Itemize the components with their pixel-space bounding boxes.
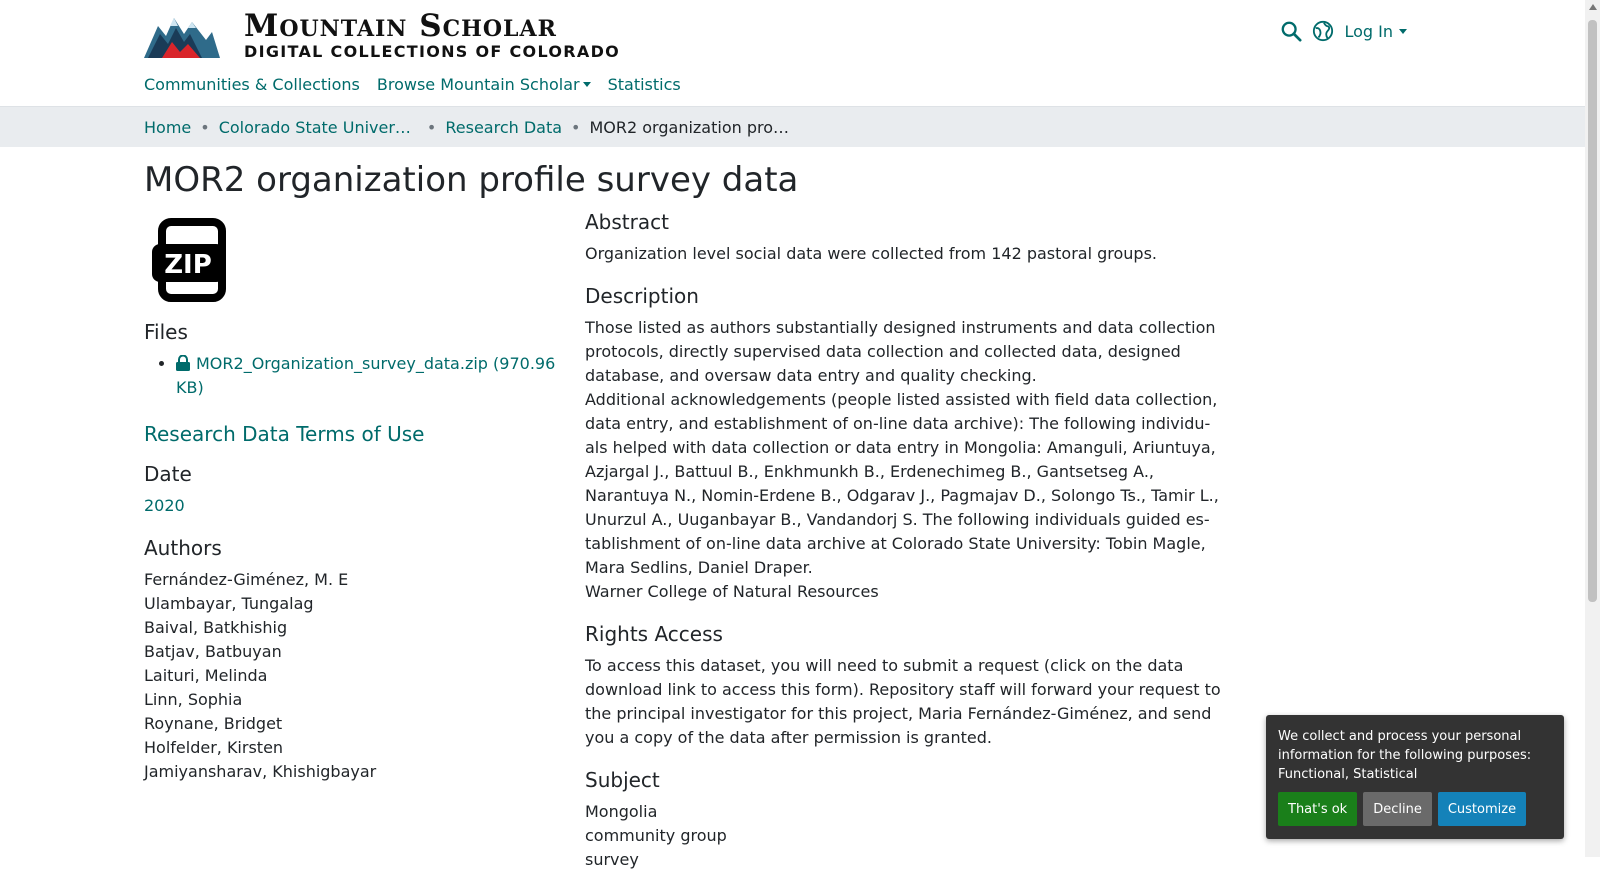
lock-icon — [176, 355, 190, 371]
breadcrumb-community[interactable]: Colorado State Univer… — [218, 118, 411, 137]
subject-item: survey — [585, 850, 639, 869]
abstract-heading: Abstract — [585, 210, 669, 234]
authors-section — [144, 536, 564, 784]
login-dropdown[interactable] — [1344, 22, 1407, 41]
scroll-up-arrow-icon[interactable] — [1589, 4, 1597, 10]
globe-icon[interactable] — [1312, 20, 1334, 42]
zip-file-icon — [152, 218, 232, 302]
breadcrumb-separator: • — [200, 118, 210, 137]
subject-section — [585, 768, 1225, 872]
date-section — [144, 462, 564, 518]
abstract-text: Organization level social data were collected from 142 pastoral groups. — [585, 244, 1158, 263]
nav-statistics[interactable]: Statistics — [607, 75, 681, 94]
date-value-link[interactable]: 2020 — [144, 496, 185, 515]
description-text: Additional acknowledgements (people listed assisted with field data collection, data entry, and establishment of on-line data archive): The following individu-als helped with data collection or data entry in Mongolia: Amanguli, Ariuntuya, Azjargal J., Battuul B., Enkhmunkh B., Erdenechimeg B., Gantsetseg A., Narantuya N., Nomin-Erdene B., Odgarav J., Pagmajav D., Solongo Ts., Tamir L., Unurzul A., Uuganbayar B., Vandandorj S. The following individuals guided es-tablishment of on-line data archive at Colorado State University: Tobin Magle, Mara Sedlins, Daniel Draper. — [585, 390, 1219, 577]
page-title: MOR2 organization profile survey data — [144, 160, 799, 200]
rights-heading: Rights Access — [585, 622, 723, 646]
file-link-text: MOR2_Organization_survey_data.zip (970.96 KB) — [176, 354, 556, 397]
nav-browse-label: Browse Mountain Scholar — [376, 75, 580, 94]
site-header — [0, 0, 1585, 106]
description-heading: Description — [585, 284, 699, 308]
description-section — [585, 284, 1225, 604]
nav-communities-collections[interactable]: Communities & Collections — [144, 75, 360, 94]
file-item — [176, 352, 564, 400]
author-item: Jamiyansharav, Khishigbayar — [144, 762, 377, 781]
author-item: Fernández-Giménez, M. E — [144, 570, 349, 589]
files-list — [144, 352, 564, 400]
description-text: Those listed as authors substantially designed instruments and data collection protocols, directly supervised data collection and collected data, designed database, and oversaw data entry and quality checking. — [585, 318, 1216, 385]
item-sidebar — [144, 218, 564, 802]
subject-item: community group — [585, 826, 727, 845]
files-section — [144, 320, 564, 400]
rights-section — [585, 622, 1225, 750]
authors-heading: Authors — [144, 536, 222, 560]
item-metadata — [585, 210, 1225, 890]
cookie-decline-button[interactable]: Decline — [1363, 792, 1432, 826]
description-text: Warner College of Natural Resources — [585, 582, 879, 601]
date-heading: Date — [144, 462, 192, 486]
cookie-consent-banner — [1266, 715, 1564, 839]
author-item: Laituri, Melinda — [144, 666, 268, 685]
rights-text: To access this dataset, you will need to submit a request (click on the data download link to access this form). Repository staff will forward your request to the principal investigator for this project, Maria Fernández-Giménez, and send you a copy of the data after permission is granted. — [585, 656, 1221, 747]
cookie-accept-button[interactable]: That's ok — [1278, 792, 1357, 826]
chevron-down-icon — [1399, 29, 1407, 34]
logo-title: Mountain Scholar — [244, 8, 557, 44]
login-label: Log In — [1344, 21, 1393, 41]
author-item: Baival, Batkhishig — [144, 618, 288, 637]
nav-browse-dropdown[interactable] — [377, 75, 591, 94]
site-logo-link[interactable] — [144, 6, 621, 62]
page-scrollbar[interactable] — [1585, 0, 1600, 857]
author-item: Holfelder, Kirsten — [144, 738, 284, 757]
subject-heading: Subject — [585, 768, 660, 792]
author-item: Roynane, Bridget — [144, 714, 283, 733]
breadcrumb-separator: • — [571, 118, 581, 137]
svg-text:ZIP: ZIP — [164, 250, 212, 280]
abstract-section — [585, 210, 1225, 266]
chevron-down-icon — [583, 82, 591, 87]
mountain-logo-icon — [144, 12, 220, 60]
cookie-actions — [1278, 792, 1526, 826]
subject-item: Mongolia — [585, 802, 658, 821]
breadcrumb-home[interactable]: Home — [144, 118, 192, 137]
header-actions — [1280, 20, 1407, 42]
author-item: Linn, Sophia — [144, 690, 243, 709]
scrollbar-thumb[interactable] — [1588, 20, 1597, 602]
cookie-message: We collect and process your personal information for the following purposes: Functional, Statistical — [1278, 729, 1532, 782]
main-nav — [144, 75, 681, 94]
search-icon[interactable] — [1280, 20, 1302, 42]
breadcrumb-collection[interactable]: Research Data — [445, 118, 563, 137]
breadcrumb-current: MOR2 organization pro… — [589, 118, 790, 137]
research-data-terms-link[interactable]: Research Data Terms of Use — [144, 422, 425, 446]
author-item: Batjav, Batbuyan — [144, 642, 282, 661]
files-heading: Files — [144, 320, 188, 344]
breadcrumb — [0, 106, 1585, 147]
logo-subtitle: DIGITAL COLLECTIONS OF COLORADO — [244, 42, 621, 61]
breadcrumb-separator: • — [426, 118, 437, 137]
cookie-customize-button[interactable]: Customize — [1438, 792, 1526, 826]
file-download-link[interactable] — [176, 354, 555, 397]
author-item: Ulambayar, Tungalag — [144, 594, 314, 613]
